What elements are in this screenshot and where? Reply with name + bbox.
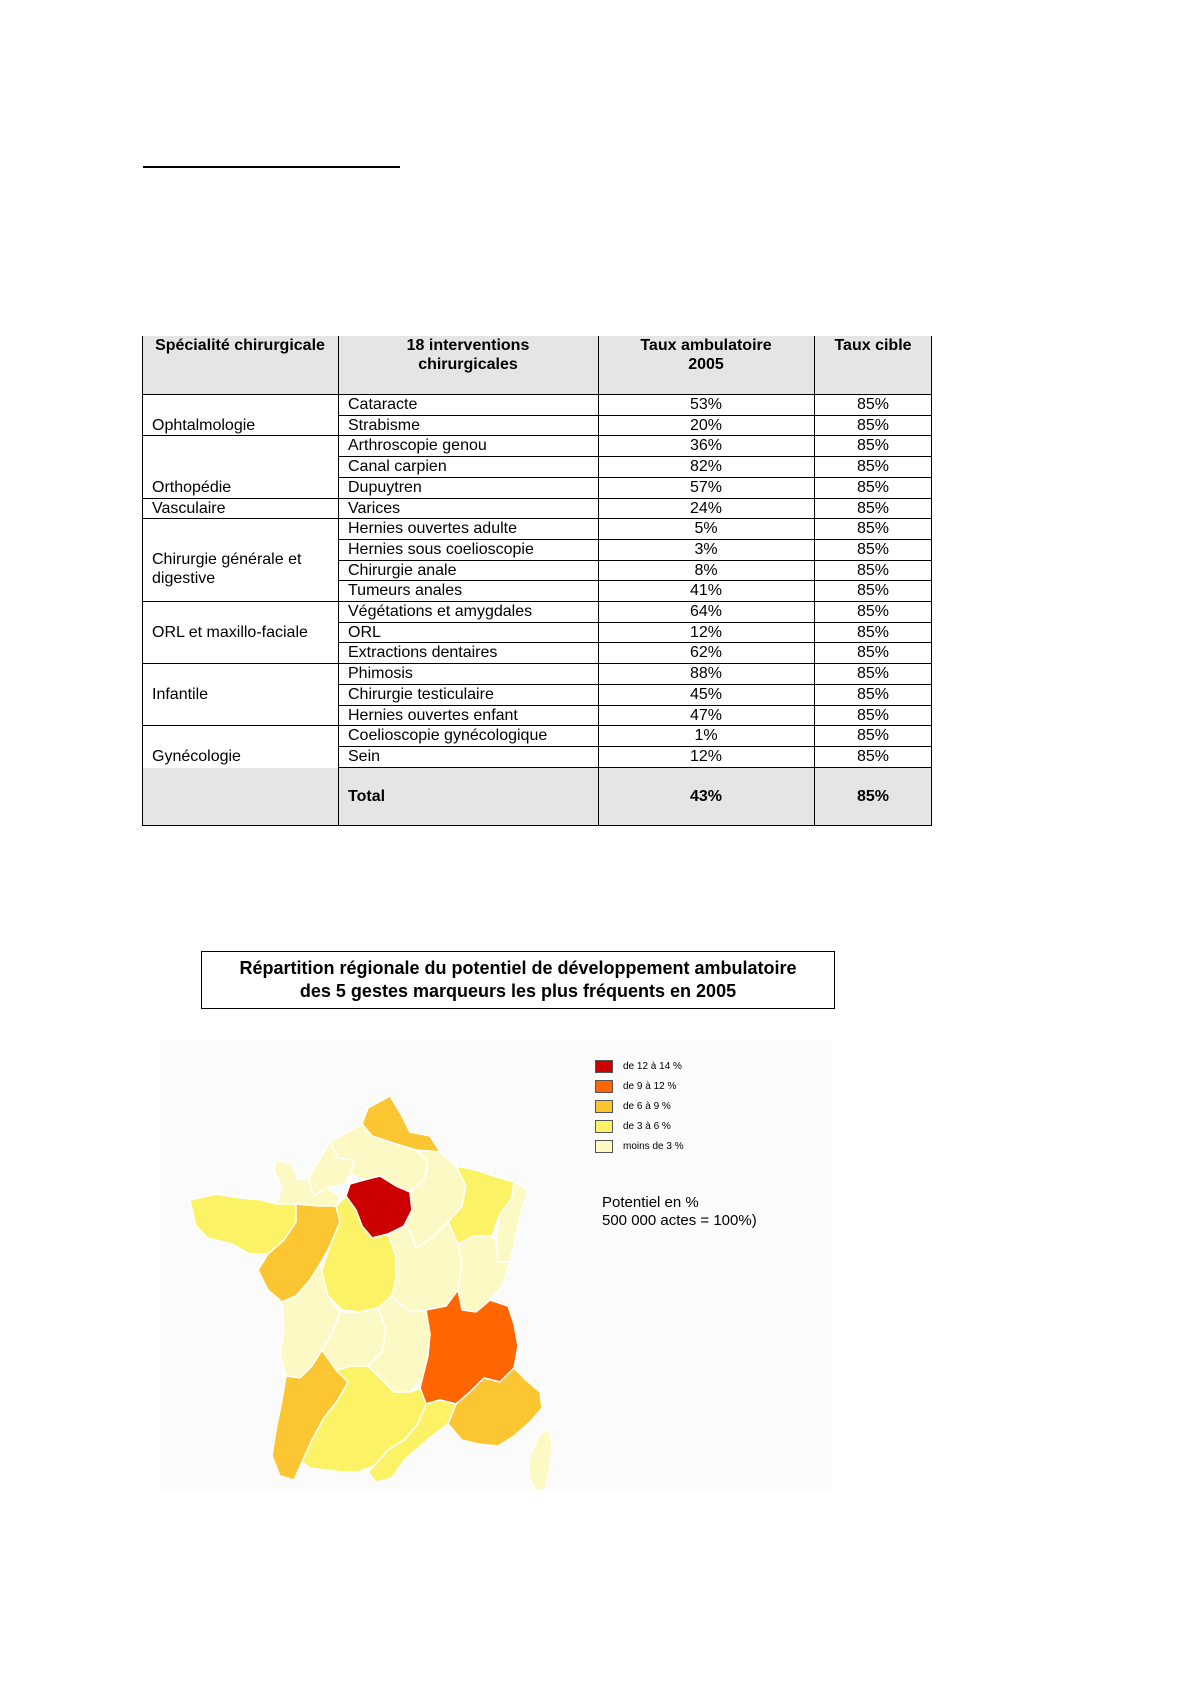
table-row-rule [338, 539, 932, 540]
top-rule [143, 166, 400, 168]
taux-2005-cell: 12% [689, 623, 723, 641]
taux-cible-cell: 85% [856, 540, 890, 558]
taux-2005-cell: 45% [689, 685, 723, 703]
legend-item [595, 1140, 795, 1156]
table-vertical-rule [598, 336, 599, 826]
intervention-cell: Cataracte [348, 396, 418, 413]
taux-cible-cell: 85% [856, 644, 890, 662]
legend-swatch [595, 1120, 613, 1133]
legend-swatch [595, 1080, 613, 1093]
intervention-cell: Dupuytren [348, 478, 422, 496]
specialty-label: Orthopédie [152, 478, 232, 496]
taux-cible-cell: 85% [856, 458, 890, 476]
specialty-label: Ophtalmologie [152, 416, 256, 434]
taux-cible-cell: 85% [856, 727, 890, 745]
taux-cible-cell: 85% [856, 499, 890, 517]
taux-2005-cell: 62% [689, 644, 723, 662]
table-row-rule [338, 560, 932, 561]
intervention-cell: Chirurgie testiculaire [348, 685, 494, 703]
taux-cible-cell: 85% [856, 747, 890, 765]
table-row-rule [338, 477, 932, 478]
potentiel-line-1: Potentiel en % [602, 1194, 699, 1211]
table-row-rule [338, 725, 932, 726]
taux-2005-cell: 36% [689, 437, 723, 455]
specialty-group-rule [142, 518, 338, 519]
specialty-label: Gynécologie [152, 747, 241, 765]
table-row-rule [338, 622, 932, 623]
taux-2005-cell: 20% [689, 416, 723, 434]
table-row-rule [338, 642, 932, 643]
taux-cible-cell: 85% [856, 582, 890, 600]
taux-2005-cell: 53% [689, 396, 723, 413]
header-taux-cible: Taux cible [834, 337, 912, 354]
total-taux-2005: 43% [689, 788, 723, 805]
taux-cible-cell: 85% [856, 665, 890, 683]
legend-swatch [595, 1100, 613, 1113]
table-row-rule [338, 580, 932, 581]
table-row-rule [338, 415, 932, 416]
legend-label: de 3 à 6 % [623, 1121, 671, 1132]
specialty-group-rule [142, 601, 338, 602]
header-interventions: 18 interventions chirurgicales [406, 337, 530, 373]
table-vertical-rule [142, 336, 143, 826]
table-vertical-rule [338, 336, 339, 826]
intervention-cell: Sein [348, 747, 381, 765]
table-row-rule [338, 518, 932, 519]
table-row-rule [338, 705, 932, 706]
legend-swatch [595, 1060, 613, 1073]
taux-cible-cell: 85% [856, 478, 890, 496]
region-corse [528, 1428, 552, 1490]
taux-cible-cell: 85% [856, 706, 890, 724]
map-title-line-1: Répartition régionale du potentiel de développement ambulatoire [239, 958, 797, 978]
table-row-rule [338, 767, 932, 768]
taux-2005-cell: 3% [694, 540, 718, 558]
taux-cible-cell: 85% [856, 685, 890, 703]
taux-2005-cell: 57% [689, 478, 723, 496]
potentiel-note [602, 1194, 757, 1230]
table-row-rule [338, 601, 932, 602]
specialty-label: ORL et maxillo-faciale [152, 623, 308, 641]
intervention-cell: Tumeurs anales [348, 582, 463, 600]
taux-cible-cell: 85% [856, 416, 890, 434]
legend-label: moins de 3 % [623, 1141, 684, 1152]
specialty-group-rule [142, 663, 338, 664]
taux-2005-cell: 64% [689, 603, 723, 620]
taux-cible-cell: 85% [856, 623, 890, 641]
taux-cible-cell: 85% [856, 603, 890, 620]
intervention-cell: Hernies ouvertes enfant [348, 706, 518, 724]
taux-2005-cell: 41% [689, 582, 723, 600]
taux-2005-cell: 47% [689, 706, 723, 724]
intervention-cell: Hernies ouvertes adulte [348, 520, 517, 538]
map-title [201, 951, 835, 1009]
france-regions-map [180, 1090, 560, 1490]
table-row-rule [338, 456, 932, 457]
specialty-group-rule [142, 435, 338, 436]
legend-item [595, 1060, 795, 1076]
total-label: Total [348, 788, 386, 805]
legend-label: de 6 à 9 % [623, 1101, 671, 1112]
taux-cible-cell: 85% [856, 520, 890, 538]
specialty-group-rule [142, 725, 338, 726]
legend-item [595, 1080, 795, 1096]
intervention-cell: Extractions dentaires [348, 644, 498, 662]
taux-2005-cell: 1% [694, 727, 718, 745]
table-row-rule [338, 498, 932, 499]
intervention-cell: Coelioscopie gynécologique [348, 727, 548, 745]
table-header-rule [142, 394, 932, 395]
specialty-label: Infantile [152, 685, 209, 703]
intervention-cell: Chirurgie anale [348, 561, 457, 579]
specialty-label: Chirurgie générale et digestive [152, 550, 302, 587]
taux-2005-cell: 88% [689, 665, 723, 683]
map-title-line-2: des 5 gestes marqueurs les plus fréquents en 2005 [299, 981, 737, 1001]
intervention-cell: Végétations et amygdales [348, 603, 533, 620]
intervention-cell: Canal carpien [348, 458, 447, 476]
intervention-cell: Varices [348, 499, 401, 517]
table-row-rule [338, 663, 932, 664]
taux-cible-cell: 85% [856, 561, 890, 579]
legend-item [595, 1120, 795, 1136]
taux-2005-cell: 12% [689, 747, 723, 765]
taux-2005-cell: 5% [694, 520, 718, 538]
specialty-label: Vasculaire [152, 499, 226, 517]
table-vertical-rule [931, 336, 932, 826]
taux-2005-cell: 24% [689, 499, 723, 517]
legend-label: de 12 à 14 % [623, 1061, 682, 1072]
taux-2005-cell: 82% [689, 458, 723, 476]
table-row-rule [338, 746, 932, 747]
taux-cible-cell: 85% [856, 396, 890, 413]
intervention-cell: Phimosis [348, 665, 413, 683]
table-bottom-rule [142, 825, 932, 826]
header-specialite: Spécialité chirurgicale [155, 337, 325, 354]
potentiel-line-2: 500 000 actes = 100%) [602, 1212, 757, 1229]
table-row-rule [338, 684, 932, 685]
table-row-rule [338, 435, 932, 436]
legend-label: de 9 à 12 % [623, 1081, 677, 1092]
taux-2005-cell: 8% [694, 561, 718, 579]
legend-item [595, 1100, 795, 1116]
taux-cible-cell: 85% [856, 437, 890, 455]
header-taux-2005: Taux ambulatoire 2005 [640, 337, 772, 373]
intervention-cell: Hernies sous coelioscopie [348, 540, 534, 558]
intervention-cell: ORL [348, 623, 381, 641]
surgery-rates-table [142, 336, 932, 826]
specialty-group-rule [142, 498, 338, 499]
total-taux-cible: 85% [856, 788, 890, 805]
table-vertical-rule [814, 336, 815, 826]
intervention-cell: Strabisme [348, 416, 421, 434]
intervention-cell: Arthroscopie genou [348, 437, 487, 455]
legend-swatch [595, 1140, 613, 1153]
